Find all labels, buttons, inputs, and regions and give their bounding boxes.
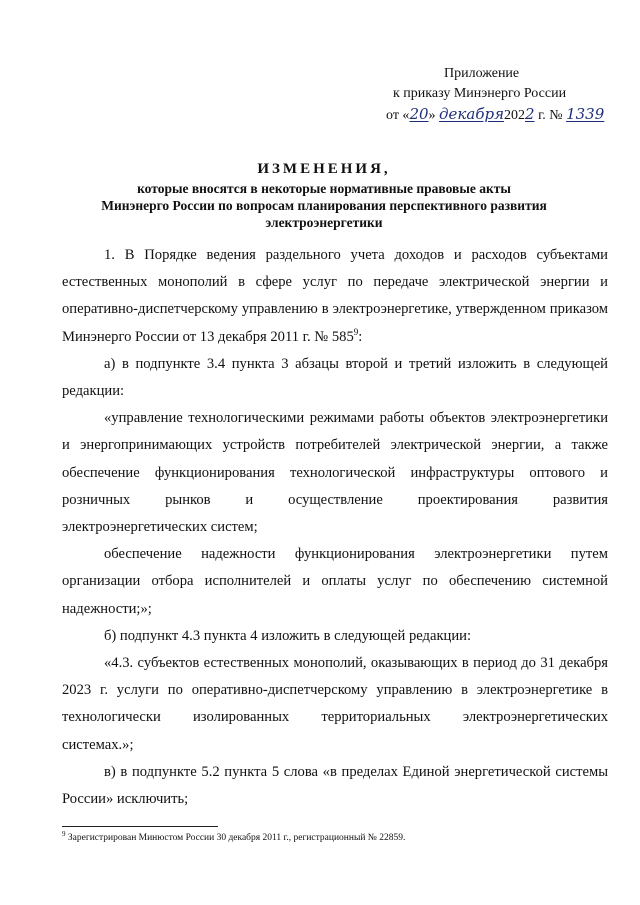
- year-prefix: 202: [504, 108, 526, 123]
- footnote-marker: 9: [62, 829, 66, 838]
- year-suffix: г. №: [534, 108, 567, 123]
- paragraph-3-last-line: электроэнергетических систем;: [62, 519, 258, 536]
- heading-subtitle-line2: Минэнерго России по вопросам планирования перспективного развития: [101, 198, 547, 213]
- footnote-text: Зарегистрирован Минюстом России 30 декабря 2011 г., регистрационный № 22859.: [65, 833, 406, 843]
- date-prefix: от «: [386, 108, 410, 123]
- paragraph-1-text: 1. В Порядке ведения раздельного учета доходов и расходов субъектами естественных монополий в сфере услуг по передаче электрической энергии и оперативно-диспетчерскому управлению в электроэнергетике, утвержденном приказом Минэнерго России от 13 декабря 2011 г. № 585: [62, 247, 608, 345]
- paragraph-1: [62, 242, 608, 351]
- document-body: [62, 242, 608, 813]
- handwritten-order-number: 1339: [566, 105, 605, 123]
- paragraph-4: обеспечение надежности функционирования электроэнергетики путем организации отбора исполнителей и оплаты услуг по обеспечению системной надежности;»;: [62, 546, 608, 617]
- handwritten-year-digit: 2: [525, 105, 535, 123]
- paragraph-3: «управление технологическими режимами работы объектов электроэнергетики и энергопринимающих устройств потребителей электрической энергии, а также обеспечение функционирования технологической инфраструктуры оптового и розничных рынков и осуществление проектирования развития: [62, 410, 608, 508]
- approval-date-number: [380, 104, 620, 126]
- paragraph-6-last-line: системах.»;: [62, 736, 134, 753]
- handwritten-day: 20: [409, 105, 429, 123]
- paragraph-7: в) в подпункте 5.2 пункта 5 слова «в пределах Единой энергетической системы России» исключить;: [62, 763, 608, 808]
- footnote-ref: 9: [353, 326, 359, 337]
- paragraph-5: б) подпункт 4.3 пункта 4 изложить в следующей редакции:: [104, 627, 472, 644]
- date-mid: »: [428, 108, 440, 123]
- heading-title: ИЗМЕНЕНИЯ,: [257, 161, 391, 177]
- heading-subtitle-line3: электроэнергетики: [265, 215, 383, 230]
- handwritten-month: декабря: [439, 105, 505, 123]
- paragraph-6: «4.3. субъектов естественных монополий, оказывающих в период до 31 декабря 2023 г. услуги по оперативно-диспетчерскому управлению в электроэнергетике в технологически изолированных территориальных электроэнергетических: [62, 655, 608, 726]
- approval-title: Приложение: [444, 66, 520, 81]
- approval-block: [380, 64, 620, 126]
- footnote-separator: [62, 826, 218, 827]
- document-heading: [60, 158, 588, 231]
- heading-subtitle-line1: которые вносятся в некоторые нормативные правовые акты: [137, 181, 511, 196]
- paragraph-2: а) в подпункте 3.4 пункта 3 абзацы второй и третий изложить в следующей редакции:: [62, 355, 608, 400]
- footnote: [62, 829, 608, 845]
- approval-order-ref: к приказу Минэнерго России: [393, 86, 567, 101]
- paragraph-1-end: :: [358, 328, 363, 345]
